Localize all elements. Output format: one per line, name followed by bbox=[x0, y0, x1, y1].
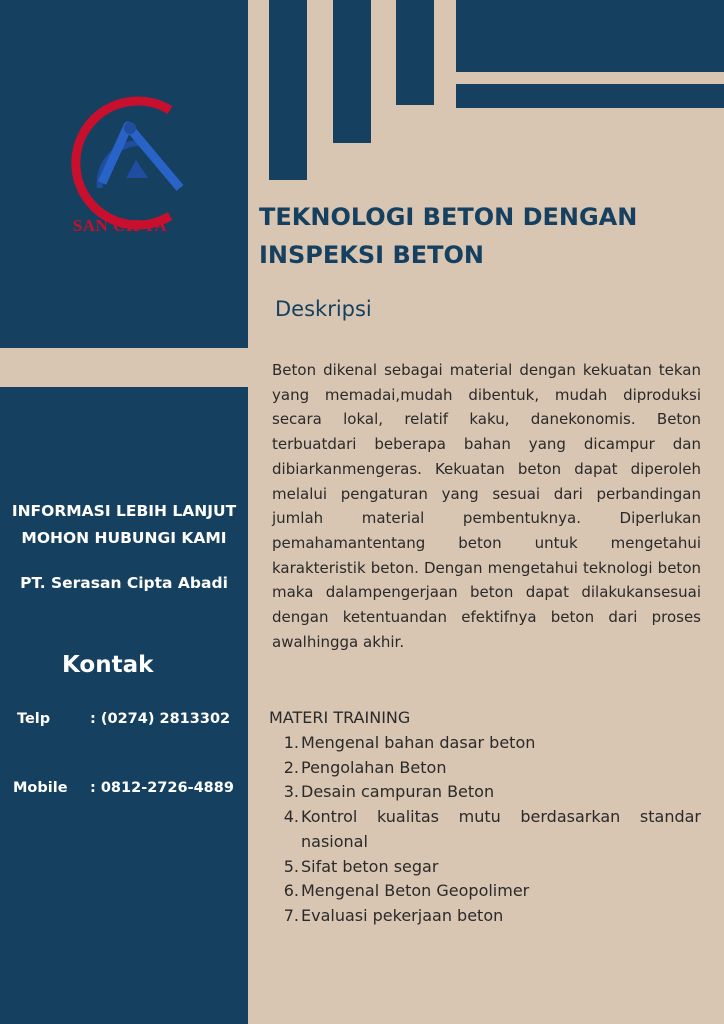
decor-bar-3 bbox=[396, 0, 434, 105]
phone-value: : (0274) 2813302 bbox=[90, 711, 231, 727]
list-item: 6. Mengenal Beton Geopolimer bbox=[283, 881, 530, 901]
list-item: 7. Evaluasi pekerjaan beton bbox=[283, 905, 504, 925]
company-name: PT. Serasan Cipta Abadi bbox=[20, 574, 228, 592]
list-item: 4. Kontrol kualitas mutu berdasarkan standar nasional bbox=[283, 807, 701, 851]
list-item: 3. Desain campuran Beton bbox=[283, 782, 495, 802]
info-line-1: INFORMASI LEBIH LANJUT bbox=[11, 502, 237, 520]
sidebar-bottom-panel bbox=[0, 387, 248, 1024]
list-item: 2. Pengolahan Beton bbox=[283, 757, 447, 777]
list-item: 1. Mengenal bahan dasar beton bbox=[283, 733, 536, 752]
description-heading: Deskripsi bbox=[275, 297, 372, 321]
description-body: Beton dikenal sebagai material dengan kekuatan tekan yang memadai,mudah dibentuk, mudah diproduksi secara lokal, relatif kaku, danekonomis. Beton terbuatdari beberapa bahan yang dicampur dan dibiarkanmengeras. Kekuatan beton dapat diperoleh melalui pengaturan yang sesuai dari perbandingan jumlah material pembentuknya. Diperlukan pemahamantentang beton untuk mengetahui karakteristik beton. Dengan mengetahui teknologi beton maka dalampengerjaan beton dapat dilakukansesuai dengan ketentuandan efektifnya beton dari proses awalhingga akhir. bbox=[272, 361, 701, 651]
decor-bar-1 bbox=[269, 0, 307, 180]
contact-heading: Kontak bbox=[62, 652, 154, 678]
info-line-2: MOHON HUBUNGI KAMI bbox=[21, 529, 227, 547]
page-title: TEKNOLOGI BETON DENGAN INSPEKSI BETON bbox=[259, 203, 638, 269]
training-title: MATERI TRAINING bbox=[269, 708, 411, 727]
info-heading bbox=[0, 498, 248, 552]
mobile-value: : 0812-2726-4889 bbox=[90, 780, 234, 796]
training-list bbox=[269, 731, 701, 929]
decor-bar-5 bbox=[456, 84, 724, 108]
list-item: 5. Sifat beton segar bbox=[283, 856, 439, 876]
mobile-label: Mobile bbox=[13, 780, 68, 796]
training-section bbox=[269, 708, 701, 929]
logo-text: SAN CIPTA bbox=[72, 216, 168, 235]
phone-label: Telp bbox=[17, 711, 51, 727]
decor-bar-4 bbox=[456, 0, 724, 72]
decor-bar-2 bbox=[333, 0, 371, 143]
